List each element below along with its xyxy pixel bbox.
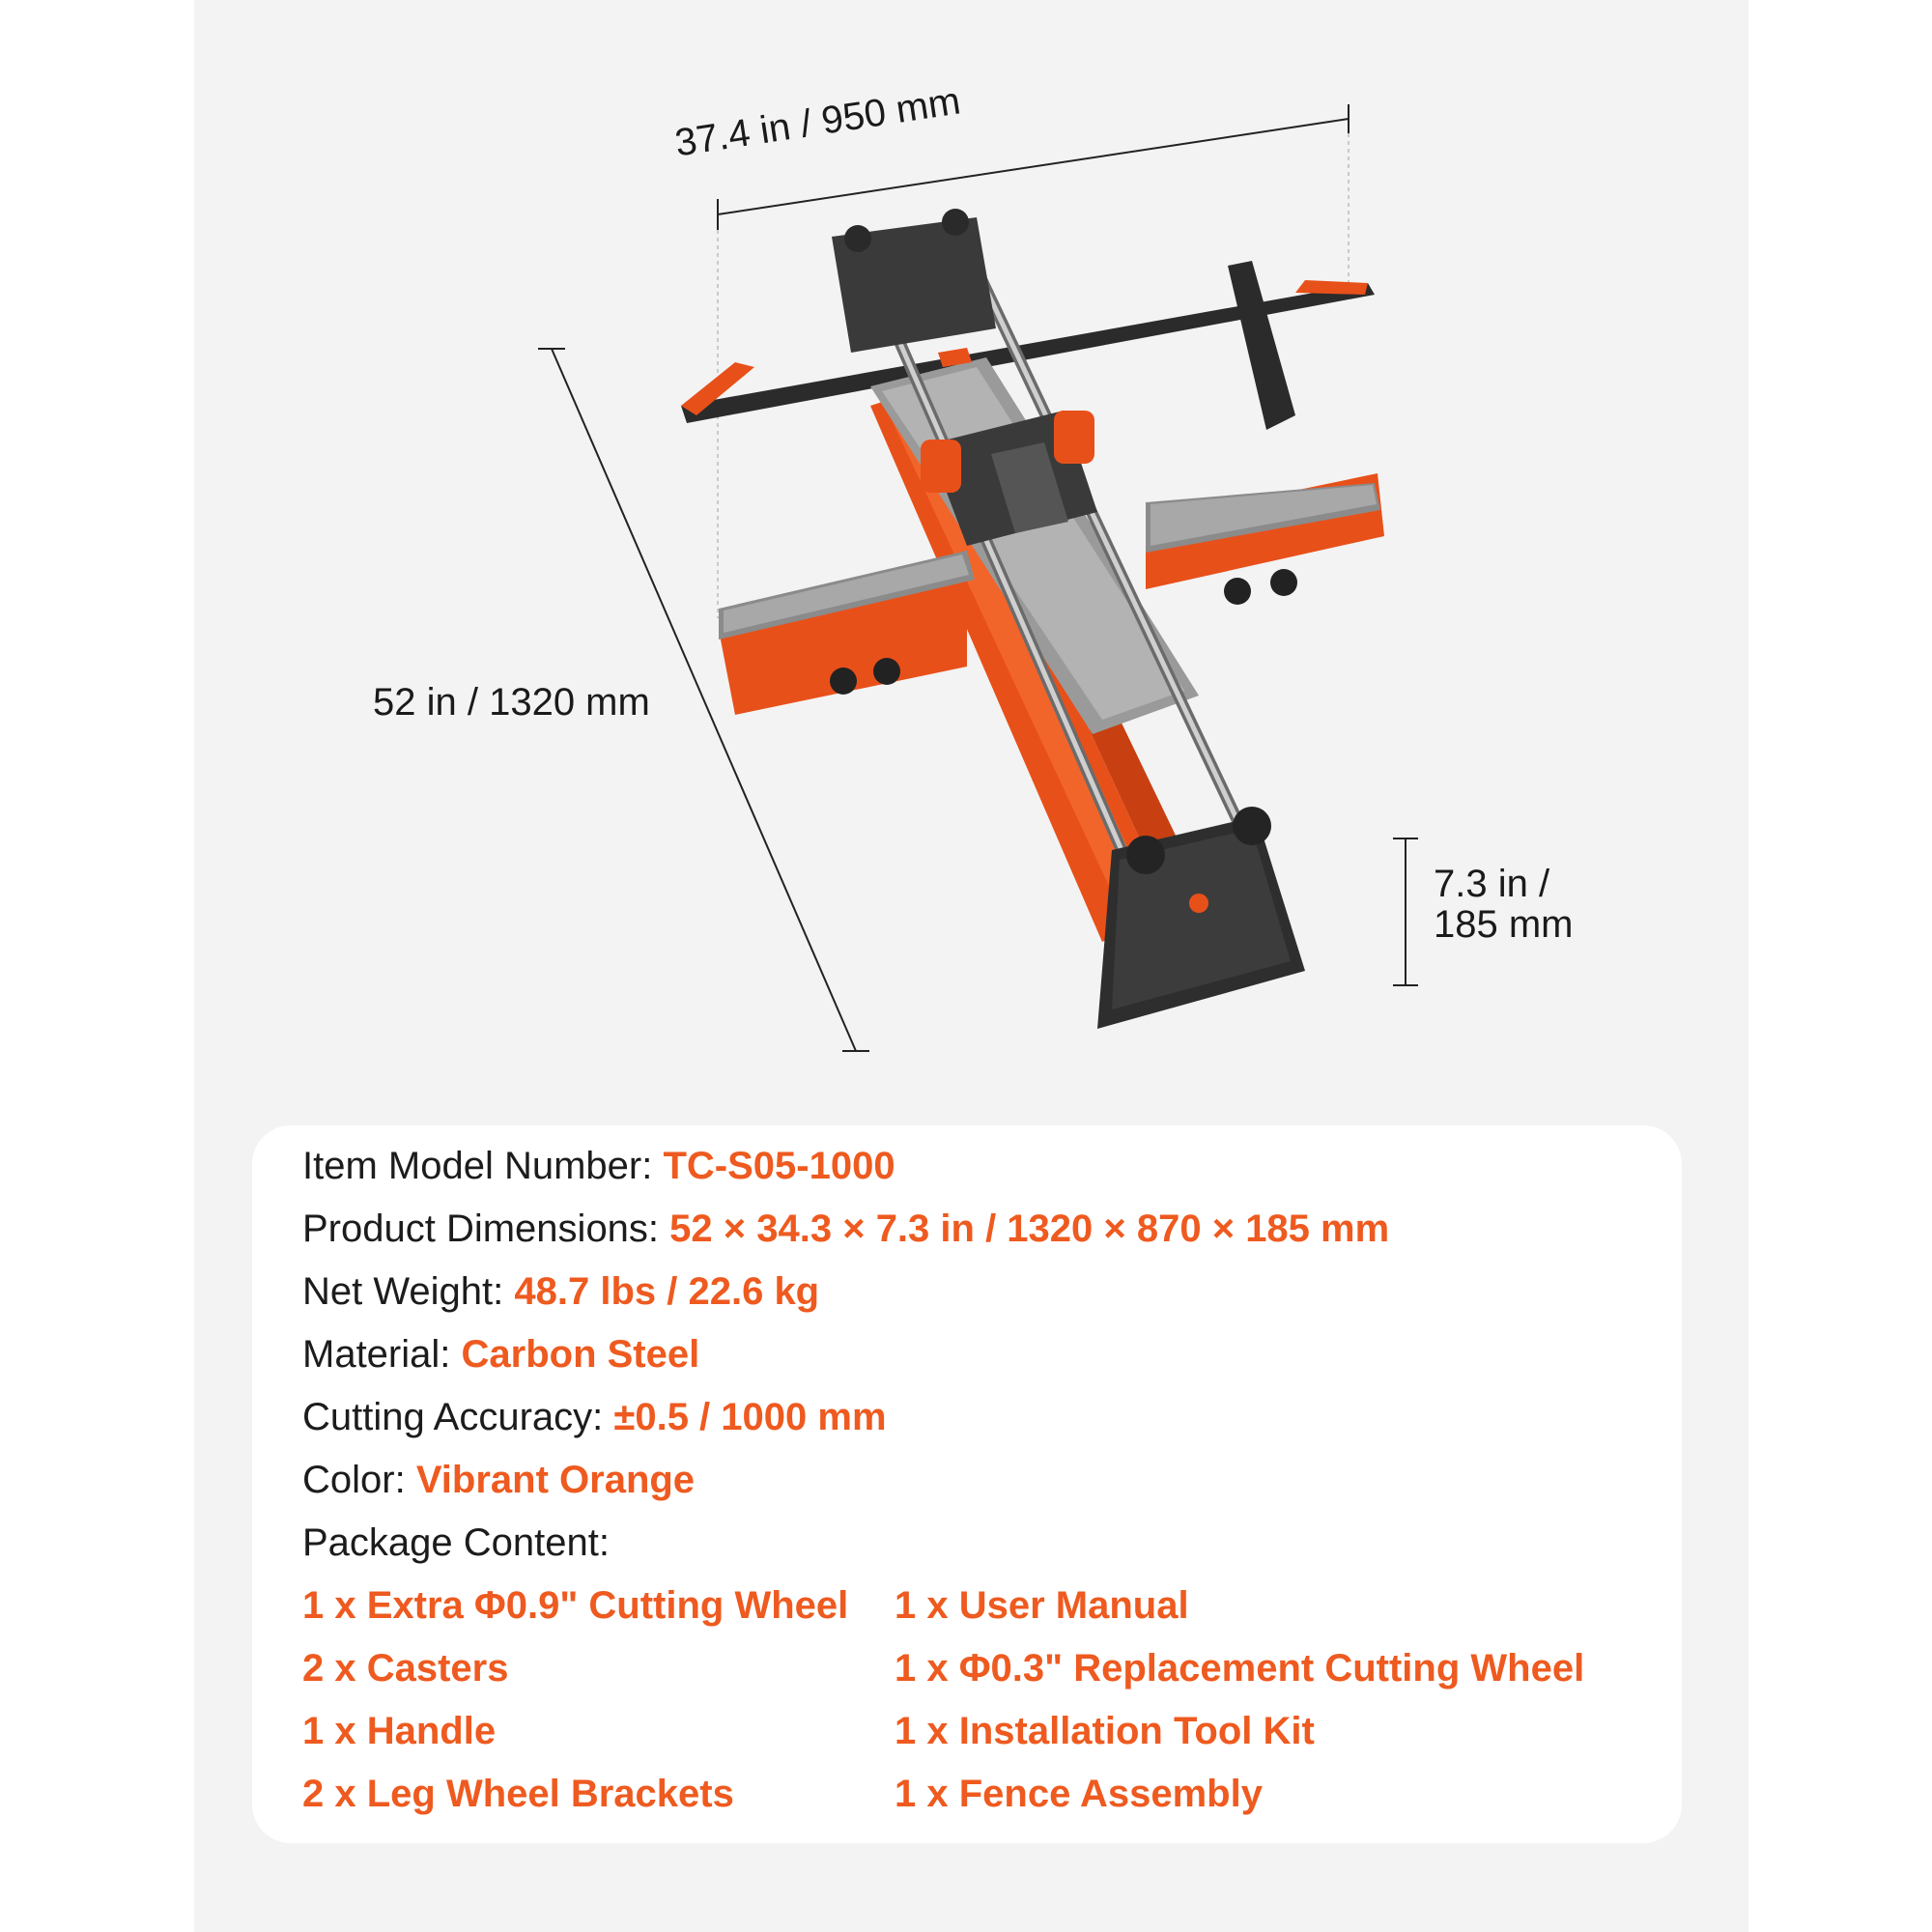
package-item: 1 x Fence Assembly bbox=[895, 1773, 1263, 1815]
spec-model-label: Item Model Number: bbox=[302, 1145, 653, 1187]
spec-weight-label: Net Weight: bbox=[302, 1270, 504, 1313]
height-label-line1: 7.3 in / bbox=[1434, 863, 1550, 905]
spec-package-label: Package Content: bbox=[302, 1521, 610, 1564]
spec-material-value: Carbon Steel bbox=[461, 1333, 700, 1376]
package-item: 1 x Handle bbox=[302, 1710, 497, 1752]
spec-accuracy bbox=[302, 1396, 887, 1439]
package-item: 2 x Leg Wheel Brackets bbox=[302, 1773, 734, 1815]
right-wing bbox=[1146, 473, 1384, 589]
specs-card bbox=[252, 1125, 1682, 1843]
height-dimension-label bbox=[1434, 864, 1574, 945]
spec-package-heading bbox=[302, 1521, 610, 1565]
height-label-line2: 185 mm bbox=[1434, 903, 1574, 946]
spec-dimensions-value: 52 × 34.3 × 7.3 in / 1320 × 870 × 185 mm bbox=[669, 1208, 1390, 1250]
height-dimension-line bbox=[1393, 838, 1418, 985]
spec-color-value: Vibrant Orange bbox=[415, 1459, 696, 1501]
spec-weight-value: 48.7 lbs / 22.6 kg bbox=[514, 1270, 820, 1313]
spec-dimensions-label: Product Dimensions: bbox=[302, 1208, 660, 1250]
spec-model bbox=[302, 1145, 895, 1188]
width-dimension-label: 37.4 in / 950 mm bbox=[671, 79, 964, 165]
package-item: 1 x User Manual bbox=[895, 1584, 1189, 1627]
spec-material bbox=[302, 1333, 699, 1377]
spec-material-label: Material: bbox=[302, 1333, 451, 1376]
spec-weight bbox=[302, 1270, 819, 1314]
package-item: 1 x Extra Φ0.9" Cutting Wheel bbox=[302, 1584, 849, 1627]
spec-color bbox=[302, 1459, 695, 1502]
length-dimension-label: 52 in / 1320 mm bbox=[373, 681, 650, 724]
spec-model-value: TC-S05-1000 bbox=[663, 1145, 895, 1187]
spec-accuracy-value: ±0.5 / 1000 mm bbox=[613, 1396, 887, 1438]
spec-color-label: Color: bbox=[302, 1459, 406, 1501]
package-item: 2 x Casters bbox=[302, 1647, 509, 1690]
fence-ruler bbox=[681, 261, 1375, 430]
spec-accuracy-label: Cutting Accuracy: bbox=[302, 1396, 604, 1438]
package-item: 1 x Installation Tool Kit bbox=[895, 1710, 1315, 1752]
package-item: 1 x Φ0.3" Replacement Cutting Wheel bbox=[895, 1647, 1585, 1690]
spec-dimensions bbox=[302, 1208, 1389, 1251]
product-canvas bbox=[194, 0, 1748, 1932]
top-end-bracket bbox=[832, 209, 996, 353]
